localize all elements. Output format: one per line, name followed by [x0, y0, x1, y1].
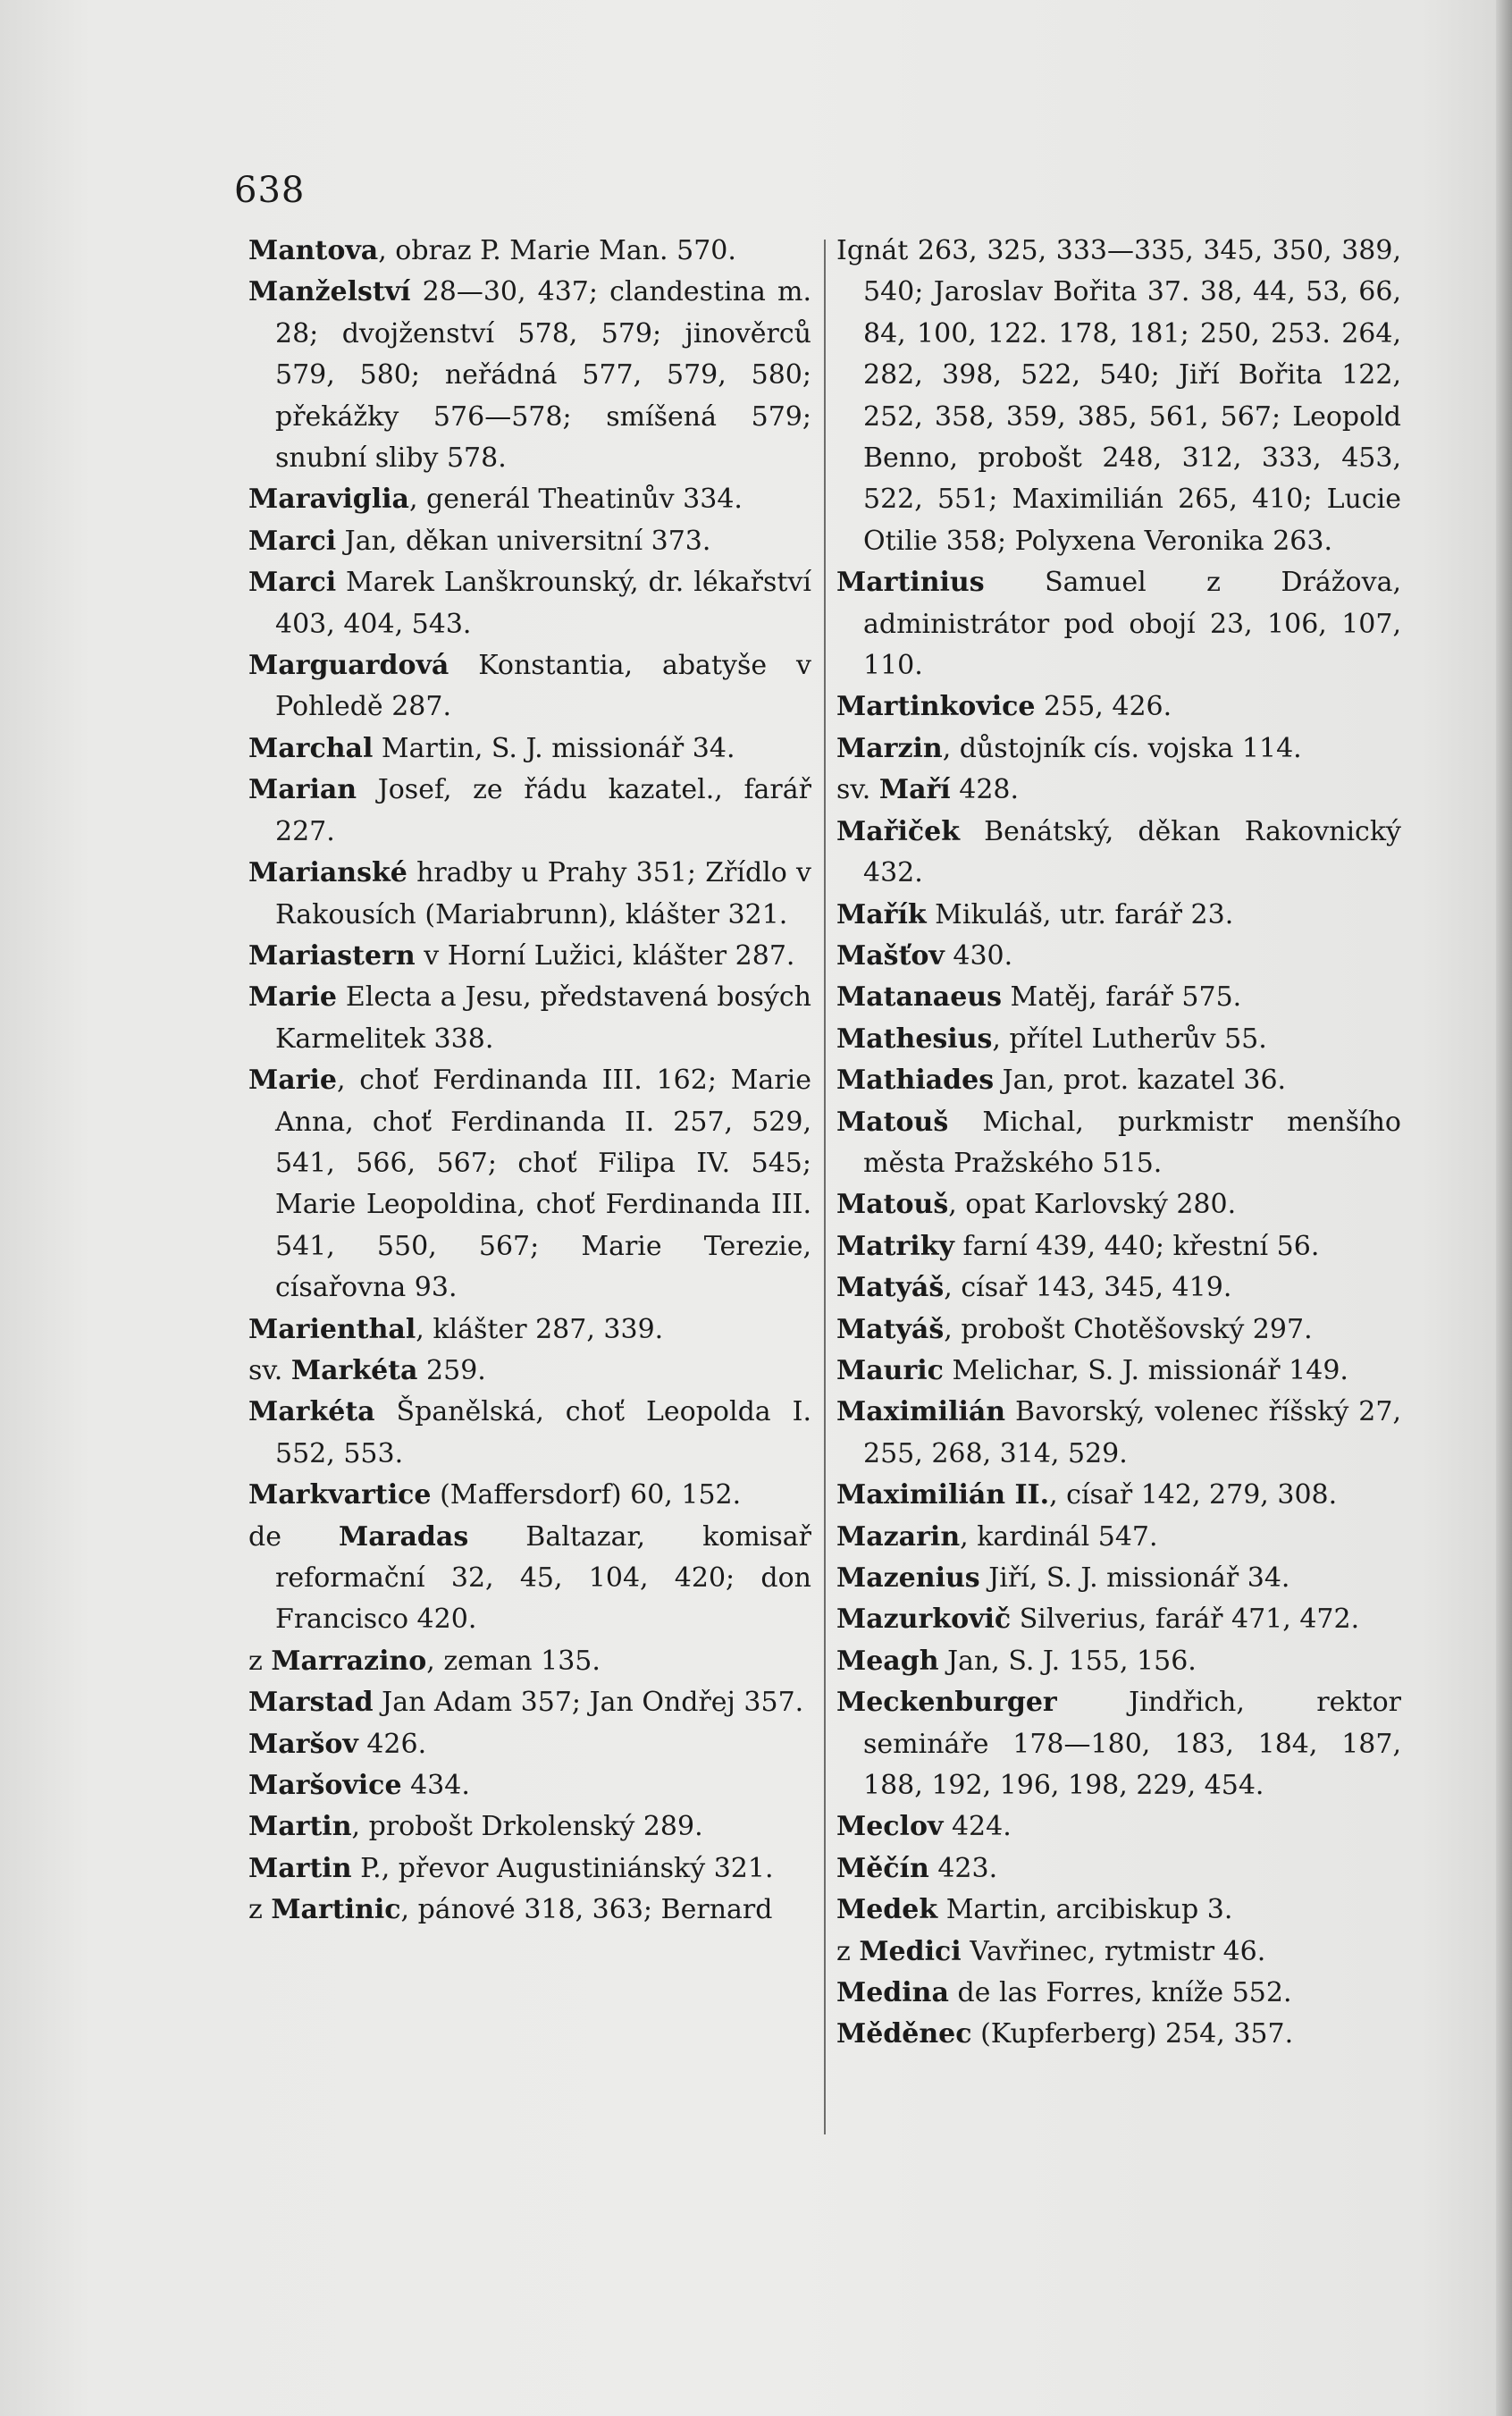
index-entry [836, 936, 1401, 977]
entry-headword: Marchal [248, 732, 374, 764]
entry-headword: Medina [836, 1977, 949, 2009]
index-entry [248, 1060, 811, 1309]
index-entry [248, 1475, 811, 1516]
index-entry [248, 853, 811, 936]
entry-text: Jan, prot. kazatel 36. [994, 1065, 1287, 1097]
index-column-right [836, 231, 1401, 2056]
entry-text: 424. [943, 1811, 1012, 1843]
entry-text: Electa a Jesu, představená bosých Karmelitek 338. [275, 981, 811, 1055]
entry-text: , generál Theatinův 334. [408, 484, 743, 516]
index-entry [248, 1682, 811, 1723]
index-column-left [248, 231, 811, 1932]
index-entry [248, 1517, 811, 1641]
entry-text: Jan Adam 357; Jan Ondřej 357. [373, 1687, 804, 1719]
index-entry [248, 1765, 811, 1806]
entry-text: 428. [950, 774, 1020, 806]
index-entry [836, 1019, 1401, 1060]
entry-headword: Matanaeus [836, 981, 1002, 1014]
index-entry [248, 272, 811, 479]
entry-text: Matěj, farář 575. [1001, 981, 1242, 1014]
entry-text: Martin, S. J. missionář 34. [373, 732, 735, 764]
index-entry [836, 1932, 1401, 1973]
entry-headword: Maradas [339, 1520, 469, 1553]
index-entry [836, 1184, 1401, 1225]
entry-text: Melichar, S. J. missionář 149. [943, 1354, 1348, 1386]
entry-headword: Marie [248, 1065, 337, 1097]
entry-text: , choť Ferdinanda III. 162; Marie Anna, choť Ferdinanda II. 257, 529, 541, 566, 567; choť Filipa IV. 545; Marie Leopoldina, choť Ferdinanda III. 541, 550, 567; Marie Terezie, císařovna 93. [275, 1065, 811, 1304]
index-entry [836, 1475, 1401, 1516]
index-entry [836, 1309, 1401, 1351]
index-entry [248, 770, 811, 853]
entry-prefix: z [248, 1894, 272, 1926]
index-entry [836, 728, 1401, 770]
entry-text: , opat Karlovský 280. [948, 1189, 1237, 1221]
entry-text: v Horní Lužici, klášter 287. [415, 939, 795, 972]
page-number: 638 [234, 170, 306, 211]
entry-headword: Markéta [290, 1354, 418, 1386]
entry-text: Michal, purkmistr menšího města Pražského 515. [863, 1106, 1401, 1179]
entry-text: Jindřich, rektor semináře 178—180, 183, 184, 187, 188, 192, 196, 198, 229, 454. [863, 1687, 1401, 1802]
entry-headword: Mauric [836, 1354, 944, 1386]
index-entry [836, 231, 1401, 562]
index-entry [248, 479, 811, 520]
index-entry [836, 1267, 1401, 1309]
entry-text: Mikuláš, utr. farář 23. [926, 898, 1234, 930]
entry-headword: Mařiček [836, 815, 960, 847]
entry-text: , císař 143, 345, 419. [944, 1272, 1232, 1304]
entry-headword: Markéta [248, 1396, 375, 1428]
entry-headword: Marstad [248, 1687, 374, 1719]
entry-headword: Marianské [248, 857, 407, 889]
index-entry [836, 1558, 1401, 1599]
index-entry [836, 895, 1401, 936]
entry-headword: Marzin [836, 732, 943, 764]
column-divider [824, 240, 826, 2134]
entry-text: , důstojník cís. vojska 114. [942, 732, 1302, 764]
index-entry [836, 1102, 1401, 1185]
entry-text: , zeman 135. [426, 1645, 601, 1677]
index-entry [836, 770, 1401, 811]
entry-headword: Markvartice [248, 1479, 432, 1511]
entry-headword: Matouš [836, 1189, 949, 1221]
entry-headword: Maří [878, 774, 951, 806]
index-entry [248, 231, 811, 272]
index-entry [248, 1890, 811, 1931]
entry-text: 423. [928, 1852, 998, 1884]
entry-text: Jan, děkan universitní 373. [336, 525, 711, 557]
entry-text: P., převor Augustiniánský 321. [351, 1852, 774, 1884]
entry-headword: Mathesius [836, 1023, 993, 1055]
entry-text: Martin, arcibiskup 3. [937, 1894, 1233, 1926]
entry-text: Konstantia, abatyše v Pohledě 287. [275, 650, 811, 723]
entry-text: (Maffersdorf) 60, 152. [431, 1479, 742, 1511]
entry-headword: Maršovice [248, 1770, 402, 1802]
entry-headword: Měčín [836, 1852, 929, 1884]
index-entry [248, 1848, 811, 1890]
index-entry [836, 562, 1401, 686]
entry-text: (Kupferberg) 254, 357. [971, 2018, 1294, 2050]
entry-headword: Měděnec [836, 2018, 972, 2050]
entry-text: farní 439, 440; křestní 56. [953, 1230, 1320, 1262]
index-entry [248, 1392, 811, 1475]
entry-text: Jan, S. J. 155, 156. [938, 1645, 1197, 1677]
entry-headword: Martin [248, 1811, 352, 1843]
index-entry [248, 521, 811, 562]
entry-headword: Martinkovice [836, 691, 1036, 723]
entry-text: , klášter 287, 339. [416, 1313, 664, 1345]
entry-text: Španělská, choť Leopolda I. 552, 553. [275, 1396, 811, 1469]
index-entry [248, 1641, 811, 1682]
index-entry [248, 562, 811, 645]
entry-text: , přítel Lutherův 55. [992, 1023, 1267, 1055]
entry-headword: Mazurkovič [836, 1604, 1012, 1636]
entry-text: , probošt Drkolenský 289. [351, 1811, 703, 1843]
entry-text: , pánové 318, 363; Bernard [400, 1894, 773, 1926]
index-entry [248, 936, 811, 977]
entry-prefix: z [248, 1645, 272, 1677]
index-entry [836, 1517, 1401, 1558]
index-entry [836, 1890, 1401, 1931]
entry-headword: Maršov [248, 1728, 358, 1760]
entry-headword: Mazenius [836, 1562, 980, 1594]
entry-headword: Marian [248, 774, 357, 806]
entry-headword: Marguardová [248, 650, 449, 682]
index-entry [836, 686, 1401, 728]
entry-text: 426. [357, 1728, 427, 1760]
entry-headword: Martin [248, 1852, 352, 1884]
entry-headword: Mařík [836, 898, 927, 930]
entry-headword: Matouš [836, 1106, 949, 1138]
entry-text: Jiří, S. J. missionář 34. [979, 1562, 1290, 1594]
entry-prefix: sv. [836, 774, 879, 806]
entry-headword: Marci [248, 525, 337, 557]
entry-prefix: sv. [248, 1354, 291, 1386]
index-entry [836, 1599, 1401, 1640]
entry-text: , kardinál 547. [960, 1520, 1158, 1553]
entry-headword: Martinic [271, 1894, 401, 1926]
index-entry [248, 1309, 811, 1351]
entry-headword: Mazarin [836, 1520, 961, 1553]
entry-text: 434. [401, 1770, 470, 1802]
entry-text: Samuel z Drážova, administrátor pod obojí 23, 106, 107, 110. [863, 567, 1401, 682]
index-entry [836, 1806, 1401, 1848]
index-entry [248, 645, 811, 728]
entry-text: 28—30, 437; clandestina m. 28; dvojženství 578, 579; jinověrců 579, 580; neřádná 577, 579, 580; překážky 576—578; smíšená 579; snubní sliby 578. [275, 276, 811, 475]
index-entry [836, 1682, 1401, 1806]
entry-headword: Martinius [836, 567, 985, 599]
entry-headword: Meclov [836, 1811, 944, 1843]
index-entry [836, 1351, 1401, 1392]
entry-headword: Maximilián [836, 1396, 1006, 1428]
entry-text: Josef, ze řádu kazatel., farář 227. [275, 774, 811, 847]
entry-headword: Matriky [836, 1230, 954, 1262]
index-entry [836, 1392, 1401, 1475]
entry-text: Ignát 263, 325, 333—335, 345, 350, 389, 540; Jaroslav Bořita 37. 38, 44, 53, 66, 84, 100, 122. 178, 181; 250, 253. 264, 282, 398, 522, 540; Jiří Bořita 122, 252, 358, 359, 385, 561, 567; Leopold Benno, probošt 248, 312, 333, 453, 522, 551; Maximilián 265, 410; Lucie Otilie 358; Polyxena Veronika 263. [836, 235, 1401, 557]
entry-text: hradby u Prahy 351; Zřídlo v Rakousích (Mariabrunn), klášter 321. [275, 857, 811, 930]
entry-text: , probošt Chotěšovský 297. [944, 1313, 1313, 1345]
index-entry [836, 1060, 1401, 1101]
entry-text: Bavorský, volenec říšský 27, 255, 268, 314, 529. [863, 1396, 1401, 1469]
entry-headword: Marienthal [248, 1313, 416, 1345]
entry-headword: Mathiades [836, 1065, 995, 1097]
index-entry [836, 1848, 1401, 1890]
entry-headword: Medek [836, 1894, 938, 1926]
entry-headword: Meckenburger [836, 1687, 1057, 1719]
index-entry [836, 2014, 1401, 2055]
entry-headword: Maximilián II. [836, 1479, 1050, 1511]
page-edge-shadow [1496, 0, 1512, 2416]
entry-text: Benátský, děkan Rakovnický 432. [863, 815, 1401, 889]
entry-headword: Manželství [248, 276, 411, 308]
entry-text: 430. [944, 939, 1013, 972]
index-entry [836, 812, 1401, 895]
entry-text: , císař 142, 279, 308. [1049, 1479, 1338, 1511]
entry-headword: Marrazino [271, 1645, 427, 1677]
index-entry [836, 977, 1401, 1018]
index-entry [836, 1973, 1401, 2014]
index-entry [248, 977, 811, 1060]
entry-headword: Mantova [248, 235, 379, 266]
entry-text: 259. [417, 1354, 486, 1386]
entry-headword: Mariastern [248, 939, 416, 972]
entry-headword: Meagh [836, 1645, 939, 1677]
index-entry [248, 728, 811, 770]
index-entry [248, 1806, 811, 1848]
index-entry [248, 1351, 811, 1392]
entry-headword: Medici [859, 1935, 962, 1967]
entry-headword: Marci [248, 567, 337, 599]
entry-headword: Mašťov [836, 939, 945, 972]
entry-text: Baltazar, komisař reformační 32, 45, 104, 420; don Francisco 420. [275, 1520, 812, 1636]
entry-headword: Matyáš [836, 1272, 945, 1304]
entry-prefix: de [248, 1520, 340, 1553]
entry-prefix: z [836, 1935, 860, 1967]
entry-headword: Marie [248, 981, 337, 1014]
entry-text: , obraz P. Marie Man. 570. [378, 235, 736, 266]
entry-headword: Matyáš [836, 1313, 945, 1345]
entry-text: Vavřinec, rytmistr 46. [961, 1935, 1266, 1967]
entry-text: Silverius, farář 471, 472. [1011, 1604, 1360, 1636]
index-entry [836, 1641, 1401, 1682]
index-entry [836, 1226, 1401, 1267]
entry-text: de las Forres, kníže 552. [948, 1977, 1292, 2009]
entry-headword: Maraviglia [248, 484, 409, 516]
entry-text: 255, 426. [1035, 691, 1172, 723]
entry-text: Marek Lanškrounský, dr. lékařství 403, 404, 543. [275, 567, 811, 640]
index-entry [248, 1724, 811, 1765]
